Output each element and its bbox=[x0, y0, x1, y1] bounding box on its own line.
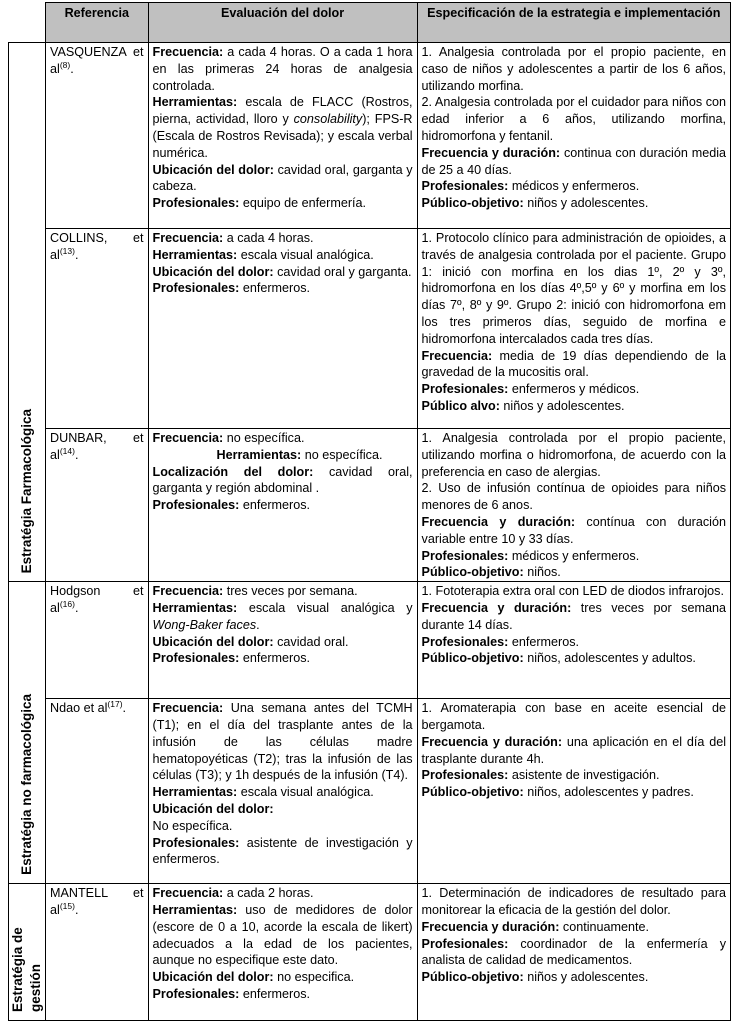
strategy-entry bbox=[422, 564, 726, 581]
strategy-entry bbox=[422, 44, 726, 94]
entry-label: Profesionales: bbox=[421, 634, 509, 649]
evaluation-entry bbox=[153, 264, 413, 281]
reference-citation: (16) bbox=[59, 598, 75, 609]
entry-label: Frecuencia y duración: bbox=[421, 600, 572, 615]
entry-text: enfermeros y médicos. bbox=[508, 382, 640, 397]
strategy-cell bbox=[417, 699, 730, 884]
entry-text: cavidad oral, garganta y cabeza. bbox=[152, 162, 413, 194]
entry-label: Profesionales: bbox=[152, 498, 240, 513]
strategy-entry bbox=[422, 430, 726, 480]
strategy-entry bbox=[422, 548, 726, 565]
strategy-entry bbox=[422, 784, 726, 801]
entry-text: enfermeros. bbox=[239, 281, 311, 296]
entry-text: continuamente. bbox=[559, 919, 650, 934]
strategy-entry bbox=[422, 195, 726, 212]
entry-text: niños. bbox=[523, 565, 561, 580]
entry-label: Ubicación del dolor: bbox=[152, 970, 274, 985]
entry-label: Ubicación del dolor: bbox=[152, 634, 274, 649]
reference-name: VASQUENZA et al bbox=[50, 45, 144, 76]
strategy-entry bbox=[422, 885, 726, 919]
evaluation-entry bbox=[153, 885, 413, 902]
table-row bbox=[9, 429, 731, 582]
entry-label: Frecuencia: bbox=[152, 584, 224, 599]
entry-label: Profesionales: bbox=[421, 548, 509, 563]
reference-cell bbox=[46, 229, 149, 429]
entry-text: cavidad oral y garganta. bbox=[273, 264, 412, 279]
entry-text: no específica. bbox=[223, 431, 305, 445]
evaluation-cell bbox=[148, 884, 417, 1021]
reference-name: Hodgson et al bbox=[50, 584, 144, 615]
evaluation-entry bbox=[153, 902, 413, 969]
header-blank bbox=[9, 3, 46, 43]
entry-label: Profesionales: bbox=[421, 179, 509, 194]
entry-text: 1. Analgesia controlada por el propio paciente, en caso de niños y adolescentes a partir de los 6 años, utilizando morfina. bbox=[421, 45, 726, 93]
header-evaluation: Evaluación del dolor bbox=[148, 3, 417, 43]
strategy-entry bbox=[422, 634, 726, 651]
evaluation-cell bbox=[148, 429, 417, 582]
evaluation-cell bbox=[148, 229, 417, 429]
evaluation-entry bbox=[153, 583, 413, 600]
entry-text: 2. Uso de infusión contínua de opioides para niños menores de 6 anos. bbox=[421, 481, 726, 513]
table-row bbox=[9, 582, 731, 699]
entry-text: escala visual analógica. bbox=[237, 785, 374, 800]
entry-label: Profesionales: bbox=[421, 382, 509, 397]
entry-text: ); FPS-R (Escala de Rostros Revisada); y escala verbal numérica. bbox=[152, 112, 413, 160]
reference-citation: (14) bbox=[59, 445, 75, 456]
entry-text: niños, adolescentes y adultos. bbox=[523, 651, 696, 666]
strategy-entry bbox=[422, 969, 726, 986]
strategy-entry bbox=[422, 583, 726, 600]
reference-suffix: . bbox=[74, 247, 79, 262]
reference-cell bbox=[46, 699, 149, 884]
reference-cell bbox=[46, 582, 149, 699]
entry-text: media de 19 días dependiendo de la gravedad de la mucositis oral. bbox=[421, 348, 726, 380]
entry-text: enfermeros. bbox=[239, 986, 311, 1001]
entry-text: 1. Analgesia controlada por el propio paciente, utilizando morfina o hidromorfona, de acuerdo con la preferencia en caso de alergias. bbox=[421, 431, 726, 479]
evaluation-cell bbox=[148, 699, 417, 884]
entry-label: Herramientas: bbox=[152, 785, 238, 800]
entry-text: médicos y enfermeros. bbox=[508, 179, 640, 194]
evaluation-entry bbox=[153, 162, 413, 196]
entry-text: niños y adolescentes. bbox=[523, 196, 649, 211]
entry-label: Frecuencia: bbox=[152, 701, 224, 716]
reference-suffix: . bbox=[74, 600, 79, 615]
entry-text: asistente de investigación y enfermeros. bbox=[152, 835, 413, 867]
reference-suffix: . bbox=[74, 447, 79, 462]
strategy-entry bbox=[422, 145, 726, 179]
entry-text: escala de FLACC (Rostros, pierna, actividad, lloro y bbox=[152, 95, 413, 127]
strategy-cell bbox=[417, 229, 730, 429]
strategy-entry bbox=[422, 94, 726, 144]
entry-label: Herramientas: bbox=[152, 95, 238, 110]
entry-label: Frecuencia: bbox=[421, 348, 493, 363]
evaluation-entry bbox=[153, 784, 413, 801]
entry-label: Ubicación del dolor: bbox=[152, 162, 274, 177]
entry-text: continua con duración media de 25 a 40 días. bbox=[421, 145, 726, 177]
entry-text: tres veces por semana durante 14 días. bbox=[421, 600, 726, 632]
reference-cell bbox=[46, 43, 149, 229]
reference-suffix: . bbox=[122, 701, 127, 716]
strategy-cell bbox=[417, 429, 730, 582]
reference-name: MANTELL et al bbox=[50, 886, 144, 917]
entry-text: a cada 4 horas. bbox=[223, 231, 314, 245]
entry-label: Frecuencia: bbox=[152, 231, 224, 245]
entry-label: Público-objetivo: bbox=[421, 970, 524, 985]
entry-text: contínua con duración variable entre 10 y 33 días. bbox=[421, 514, 726, 546]
reference-name: Ndao et al bbox=[50, 701, 108, 716]
entry-label: Profesionales: bbox=[152, 281, 240, 296]
entry-label: Público-objetivo: bbox=[421, 651, 524, 666]
evaluation-entry bbox=[153, 650, 413, 667]
entry-text: enfermeros. bbox=[239, 651, 311, 666]
evaluation-entry bbox=[153, 600, 413, 634]
entry-label: Frecuencia y duración: bbox=[421, 145, 561, 160]
entry-italic: consolability bbox=[293, 112, 363, 127]
strategy-entry bbox=[422, 398, 726, 415]
entry-label: Público-objetivo: bbox=[421, 196, 524, 211]
entry-label: Profesionales: bbox=[152, 835, 240, 850]
entry-text: . bbox=[256, 617, 260, 632]
strategy-cell bbox=[417, 884, 730, 1021]
entry-text: cavidad oral. bbox=[273, 634, 349, 649]
strategy-entry bbox=[422, 480, 726, 514]
group-label: Estratégia no farmacológica bbox=[19, 694, 34, 876]
reference-suffix: . bbox=[74, 902, 79, 917]
entry-text: Una semana antes del TCMH (T1); en el día del trasplante antes de la infusión de las células madre hematopoyéticas (T2); tras la infusión de las células (T3); y 1h después de la infusión (T4). bbox=[152, 701, 413, 783]
table-row bbox=[9, 229, 731, 429]
reference-cell bbox=[46, 884, 149, 1021]
entry-text: uso de medidores de dolor (escore de 0 a 10, acorde la escala de likert) adecuados a la edad de los pacientes, aunque no especifique este dato. bbox=[152, 902, 413, 968]
reference-citation: (15) bbox=[59, 900, 75, 911]
strategy-entry bbox=[422, 700, 726, 734]
entry-label: Público alvo: bbox=[421, 398, 500, 413]
entry-text: enfermeros. bbox=[239, 498, 311, 513]
evaluation-entry bbox=[153, 280, 413, 297]
entry-label: Herramientas: bbox=[216, 447, 302, 462]
entry-text: No específica. bbox=[152, 818, 233, 833]
evaluation-entry bbox=[153, 801, 413, 818]
entry-label: Frecuencia: bbox=[152, 431, 224, 445]
entry-label: Frecuencia: bbox=[152, 886, 224, 901]
group-cell-non-pharmacological bbox=[9, 582, 46, 884]
strategy-entry bbox=[422, 230, 726, 348]
strategy-entry bbox=[422, 381, 726, 398]
reference-cell bbox=[46, 429, 149, 582]
entry-text: una aplicación en el día del trasplante durante 4h. bbox=[421, 734, 726, 766]
table-row bbox=[9, 699, 731, 884]
evaluation-cell bbox=[148, 582, 417, 699]
entry-text: escala visual analógica y bbox=[237, 600, 413, 615]
strategy-cell bbox=[417, 582, 730, 699]
entry-label: Público-objetivo: bbox=[421, 785, 524, 800]
entry-italic: Wong-Baker faces bbox=[152, 617, 257, 632]
entry-text: 1. Protocolo clínico para administración de opioides, a través de analgesia controlada por el paciente. Grupo 1: inició con morfina en los dias 1º, 2º y 3º, hidromorfona en los días 4º,5º y 6º y morfina em los días 7º, 8º y 9º. Grupo 2: inició con hidromorfona em los tres primeros días, seguido de morfina e hidromorfona intercalados cada tres días. bbox=[421, 231, 726, 346]
reference-citation: (17) bbox=[107, 698, 123, 709]
evaluation-entry bbox=[153, 835, 413, 869]
entry-label: Profesionales: bbox=[152, 196, 240, 211]
evaluation-entry bbox=[153, 986, 413, 1003]
evaluation-entry bbox=[153, 430, 413, 447]
table-body bbox=[9, 43, 731, 1021]
reference-name: COLLINS, et al bbox=[50, 231, 144, 262]
entry-label: Frecuencia y duración: bbox=[421, 919, 560, 934]
entry-label: Profesionales: bbox=[421, 768, 509, 783]
entry-text: equipo de enfermería. bbox=[239, 196, 367, 211]
evaluation-entry bbox=[153, 247, 413, 264]
table-row bbox=[9, 43, 731, 229]
entry-text: 1. Aromaterapia con base en aceite esencial de bergamota. bbox=[421, 701, 726, 732]
entry-label: Ubicación del dolor: bbox=[152, 264, 274, 279]
group-label: Estratégia Farmacológica bbox=[19, 408, 34, 574]
entry-text: a cada 4 horas. O a cada 1 hora en las primeras 24 horas de analgesia controlada. bbox=[152, 45, 413, 93]
evaluation-entry bbox=[153, 94, 413, 161]
strategy-entry bbox=[422, 514, 726, 548]
entry-text: 1. Fototerapia extra oral con LED de diodos infrarojos. bbox=[421, 584, 724, 599]
header-row bbox=[9, 3, 731, 43]
entry-text: asistente de investigación. bbox=[508, 768, 660, 783]
entry-text: médicos y enfermeros. bbox=[508, 548, 640, 563]
evaluation-entry bbox=[153, 700, 413, 784]
entry-text: a cada 2 horas. bbox=[223, 886, 314, 901]
header-reference: Referencia bbox=[46, 3, 149, 43]
group-cell-pharmacological bbox=[9, 43, 46, 582]
entry-label: Herramientas: bbox=[152, 247, 238, 262]
evaluation-entry bbox=[153, 464, 413, 498]
entry-text: enfermeros. bbox=[508, 634, 580, 649]
evaluation-entry bbox=[153, 634, 413, 651]
entry-text: cavidad oral, garganta y región abdominal . bbox=[152, 464, 413, 496]
evaluation-entry bbox=[153, 497, 413, 514]
reference-citation: (8) bbox=[59, 59, 71, 70]
entry-label: Localización del dolor: bbox=[152, 464, 314, 479]
evaluation-entry bbox=[153, 195, 413, 212]
entry-label: Profesionales: bbox=[152, 651, 240, 666]
header-strategy: Especificación de la estrategia e implementación bbox=[417, 3, 730, 43]
entry-label: Frecuencia y duración: bbox=[421, 734, 563, 749]
entry-label: Frecuencia: bbox=[152, 45, 224, 59]
strategy-entry bbox=[422, 348, 726, 382]
strategy-entry bbox=[422, 936, 726, 970]
evaluation-entry bbox=[153, 230, 413, 247]
reference-citation: (13) bbox=[59, 245, 75, 256]
entry-text: tres veces por semana. bbox=[223, 584, 358, 599]
pain-management-table bbox=[8, 2, 731, 1021]
evaluation-entry bbox=[153, 818, 413, 835]
group-cell-management bbox=[9, 884, 46, 1021]
entry-text: 1. Determinación de indicadores de resultado para monitorear la eficacia de la gestión del dolor. bbox=[421, 886, 726, 917]
reference-name: DUNBAR, et al bbox=[50, 431, 144, 462]
strategy-entry bbox=[422, 650, 726, 667]
evaluation-entry bbox=[153, 44, 413, 94]
entry-label: Herramientas: bbox=[152, 902, 238, 917]
entry-label: Profesionales: bbox=[421, 936, 509, 951]
strategy-entry bbox=[422, 767, 726, 784]
entry-text: coordinador de la enfermería y analista de calidad de medicamentos. bbox=[421, 936, 726, 968]
group-label: Estratégia de gestión bbox=[10, 927, 43, 1013]
evaluation-entry bbox=[153, 447, 413, 464]
entry-label: Profesionales: bbox=[152, 986, 240, 1001]
table-row bbox=[9, 884, 731, 1021]
entry-text: niños y adolescentes. bbox=[499, 398, 625, 413]
strategy-cell bbox=[417, 43, 730, 229]
entry-label: Ubicación del dolor: bbox=[152, 801, 274, 816]
entry-text: niños, adolescentes y padres. bbox=[523, 785, 694, 800]
entry-label: Público-objetivo: bbox=[421, 565, 524, 580]
strategy-entry bbox=[422, 919, 726, 936]
entry-text: escala visual analógica. bbox=[237, 247, 374, 262]
evaluation-cell bbox=[148, 43, 417, 229]
entry-text: 2. Analgesia controlada por el cuidador para niños con edad inferior a 6 años, utilizando morfina, hidromorfona y fentanil. bbox=[421, 95, 726, 143]
entry-text: niños y adolescentes. bbox=[523, 970, 649, 985]
reference-suffix: . bbox=[70, 61, 74, 76]
strategy-entry bbox=[422, 178, 726, 195]
entry-text: no especifica. bbox=[273, 970, 355, 985]
entry-label: Frecuencia y duración: bbox=[421, 514, 576, 529]
evaluation-entry bbox=[153, 969, 413, 986]
entry-text: no específica. bbox=[301, 447, 383, 462]
strategy-entry bbox=[422, 734, 726, 768]
strategy-entry bbox=[422, 600, 726, 634]
entry-label: Herramientas: bbox=[152, 600, 238, 615]
